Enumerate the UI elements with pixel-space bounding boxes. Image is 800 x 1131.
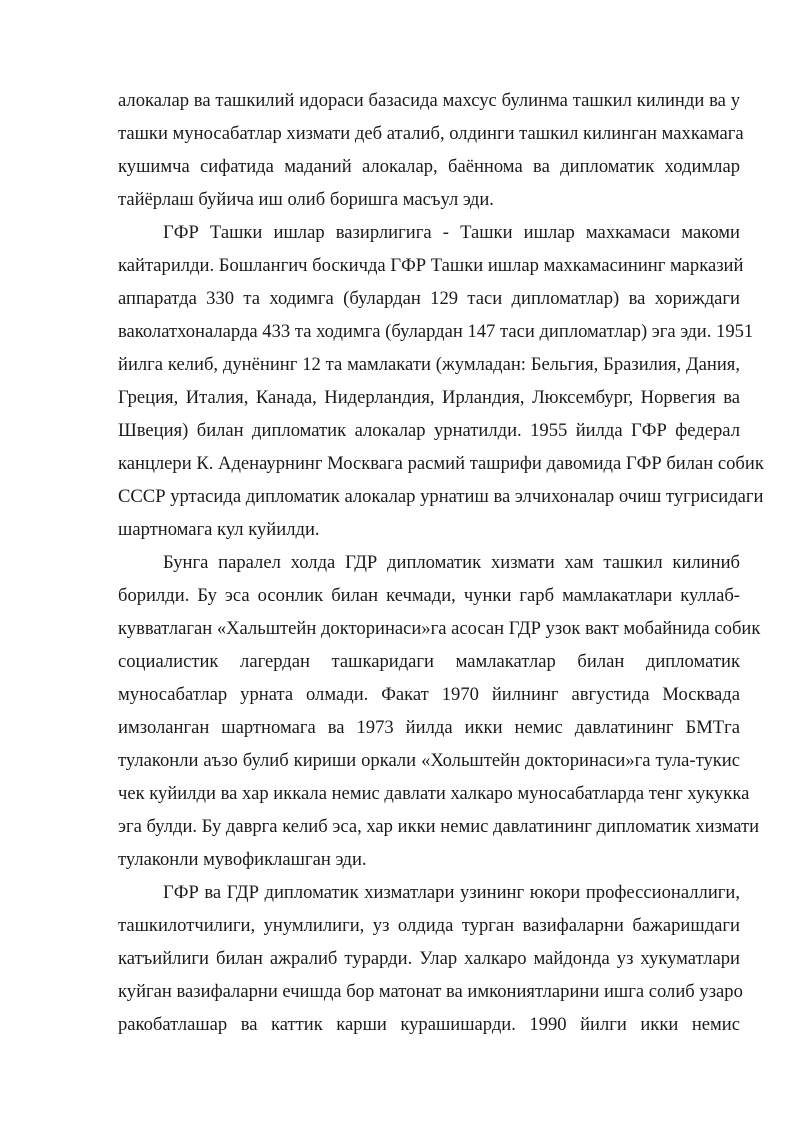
paragraph-3-line-9: эга булди. Бу даврга келиб эса, хар икки немис давлатининг дипломатик хизмати <box>118 816 760 837</box>
paragraph-3-line-6: имзоланган шартномага ва 1973 йилда икки немис давлатининг БМТга <box>118 717 740 738</box>
paragraph-4-line-2: ташкилотчилиги, унумлилиги, уз олдида турган вазифаларни бажаришдаги <box>118 915 740 936</box>
paragraph-2-line-8: канцлери К. Аденаурнинг Москвага расмий ташрифи давомида ГФР билан собик <box>118 453 764 474</box>
paragraph-2-line-3: аппаратда 330 та ходимга (булардан 129 таси дипломатлар) ва хориждаги <box>118 288 740 309</box>
paragraph-3-line-1: Бунга паралел холда ГДР дипломатик хизмати хам ташкил килиниб <box>163 552 740 573</box>
paragraph-2-line-5: йилга келиб, дунёнинг 12 та мамлакати (жумладан: Бельгия, Бразилия, Дания, <box>118 354 740 375</box>
paragraph-2-line-4: ваколатхоналарда 433 та ходимга (булардан 147 таси дипломатлар) эга эди. 1951 <box>118 321 754 342</box>
paragraph-1-line-1: алокалар ва ташкилий идораси базасида махсус булинма ташкил килинди ва у <box>118 90 740 111</box>
paragraph-4-line-4: куйган вазифаларни ечишда бор матонат ва имкониятларини ишга солиб узаро <box>118 981 743 1002</box>
paragraph-3-line-4: социалистик лагердан ташкаридаги мамлакатлар билан дипломатик <box>118 651 740 672</box>
paragraph-2-line-10: шартномага кул куйилди. <box>118 519 320 540</box>
paragraph-2-line-9: СССР уртасида дипломатик алокалар урнатиш ва элчихоналар очиш тугрисидаги <box>118 486 764 507</box>
paragraph-4-line-1: ГФР ва ГДР дипломатик хизматлари узининг юкори профессионаллиги, <box>163 882 740 903</box>
paragraph-2-line-6: Греция, Италия, Канада, Нидерландия, Ирландия, Люксембург, Норвегия ва <box>118 387 740 408</box>
paragraph-3-line-10: тулаконли мувофиклашган эди. <box>118 849 367 870</box>
paragraph-3-line-5: муносабатлар урната олмади. Факат 1970 йилнинг августида Москвада <box>118 684 740 705</box>
paragraph-3-line-3: кувватлаган «Хальштейн докторинаси»га асосан ГДР узок вакт мобайнида собик <box>118 618 761 639</box>
paragraph-2-line-1: ГФР Ташки ишлар вазирлигига - Ташки ишлар махкамаси макоми <box>163 222 740 243</box>
paragraph-1-line-3: кушимча сифатида маданий алокалар, баённома ва дипломатик ходимлар <box>118 156 740 177</box>
paragraph-2-line-7: Швеция) билан дипломатик алокалар урнатилди. 1955 йилда ГФР федерал <box>118 420 740 441</box>
paragraph-3-line-7: тулаконли аъзо булиб кириши оркали «Хольштейн докторинаси»га тула-тукис <box>118 750 740 771</box>
paragraph-3-line-2: борилди. Бу эса осонлик билан кечмади, чунки гарб мамлакатлари куллаб- <box>118 585 740 606</box>
paragraph-2-line-2: кайтарилди. Бошлангич боскичда ГФР Ташки ишлар махкамасининг марказий <box>118 255 744 276</box>
paragraph-1-line-2: ташки муносабатлар хизмати деб аталиб, олдинги ташкил килинган махкамага <box>118 123 744 144</box>
paragraph-3-line-8: чек куйилди ва хар иккала немис давлати халкаро муносабатларда тенг хукукка <box>118 783 750 804</box>
paragraph-4-line-3: катъийлиги билан ажралиб турарди. Улар халкаро майдонда уз хукуматлари <box>118 948 740 969</box>
paragraph-4-line-5: ракобатлашар ва каттик карши курашишарди. 1990 йилги икки немис <box>118 1014 740 1035</box>
paragraph-1-line-4: тайёрлаш буйича иш олиб боришга масъул эди. <box>118 189 494 210</box>
